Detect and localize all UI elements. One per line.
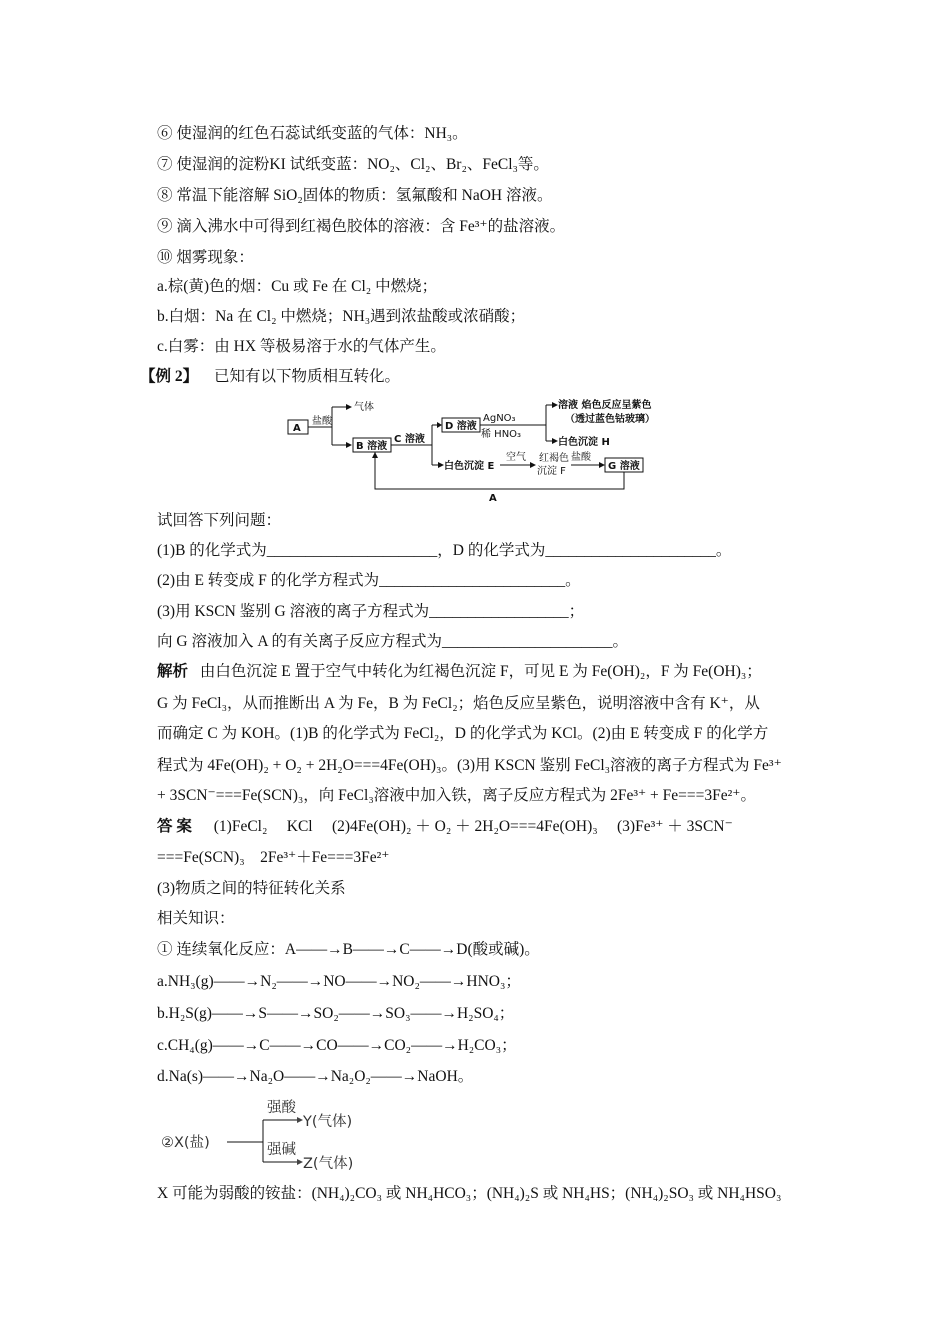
analysis-line-1 — [157, 662, 762, 682]
box-d-label: D 溶液 — [445, 421, 477, 432]
oxidation-b: b.H₂S(g)——→S——→SO₂——→SO₃——→H₂SO₄； — [157, 1005, 515, 1022]
air-label: 空气 — [506, 452, 526, 463]
salt-diagram — [157, 1092, 387, 1180]
gas-label: 气体 — [354, 402, 374, 413]
example-text: 已知有以下物质相互转化。 — [214, 368, 401, 385]
strong-base-label: 强碱 — [267, 1142, 296, 1158]
analysis-line-3: 而确定 C 为 KOH。(1)B 的化学式为 FeCl₂，D 的化学式为 KCl。(2)由 E 转变成 F 的化学方 — [157, 725, 769, 742]
box-g-label: G 溶液 — [608, 461, 640, 472]
question-4: 向 G 溶液加入 A 的有关离子反应方程式为______________________。 — [157, 633, 629, 650]
sol-top-label2: （透过蓝色钴玻璃） — [565, 414, 655, 425]
answer-line-1 — [157, 817, 733, 837]
z-gas-label: Z(气体) — [303, 1156, 354, 1172]
h-label: 白色沉淀 H — [558, 437, 610, 448]
box-a-label: A — [293, 423, 301, 434]
line-7: ⑦ 使湿润的淀粉KI 试纸变蓝：NO₂、Cl₂、Br₂、FeCl₃等。 — [157, 156, 549, 173]
question-intro: 试回答下列问题： — [157, 512, 282, 529]
x-salt-label: ②X(盐) — [161, 1135, 210, 1151]
strong-acid-label: 强酸 — [267, 1100, 296, 1116]
section-3-title: (3)物质之间的特征转化关系 — [157, 880, 346, 897]
example-header — [140, 367, 400, 387]
box-b-label: B 溶液 — [356, 441, 388, 452]
answer-text-1: (1)FeCl₂ KCl (2)4Fe(OH)₂ ＋ O₂ ＋ 2H₂O===4Fe(OH)₃ (3)Fe³⁺ ＋ 3SCN⁻ — [213, 818, 733, 835]
conversion-diagram — [280, 393, 670, 505]
analysis-line-4: 程式为 4Fe(OH)₂ + O₂ + 2H₂O===4Fe(OH)₃。(3)用 KSCN 鉴别 FeCl₃溶液的离子方程式为 Fe³⁺ — [157, 757, 782, 774]
agno3-label: AgNO₃ — [483, 413, 516, 424]
related-knowledge: 相关知识： — [157, 910, 235, 927]
oxidation-c: c.CH₄(g)——→C——→CO——→CO₂——→H₂CO₃； — [157, 1037, 517, 1054]
sol-top-label: 溶液 焰色反应呈紫色 — [558, 400, 652, 411]
last-line: X 可能为弱酸的铵盐：(NH₄)₂CO₃ 或 NH₄HCO₃；(NH₄)₂S 或 NH₄HS；(NH₄)₂SO₃ 或 NH₄HSO₃ — [157, 1185, 782, 1202]
hcl2-label: 盐酸 — [571, 452, 591, 463]
question-3: (3)用 KSCN 鉴别 G 溶液的离子方程式为__________________； — [157, 603, 585, 620]
line-a: a.棕(黄)色的烟：Cu 或 Fe 在 Cl₂ 中燃烧； — [157, 278, 438, 295]
a-bottom-label: A — [489, 493, 497, 504]
question-2: (2)由 E 转变成 F 的化学方程式为________________________。 — [157, 572, 581, 589]
line-8: ⑧ 常温下能溶解 SiO₂固体的物质：氢氟酸和 NaOH 溶液。 — [157, 187, 553, 204]
answer-line-2: ===Fe(SCN)₃ 2Fe³⁺＋Fe===3Fe²⁺ — [157, 849, 390, 866]
line-c: c.白雾：由 HX 等极易溶于水的气体产生。 — [157, 338, 446, 355]
question-1: (1)B 的化学式为______________________，D 的化学式为______________________。 — [157, 542, 732, 559]
analysis-line-2: G 为 FeCl₃，从而推断出 A 为 Fe，B 为 FeCl₂；焰色反应呈紫色，说明溶液中含有 K⁺，从 — [157, 695, 760, 712]
c-label: C 溶液 — [394, 434, 425, 445]
answer-label: 答 案 — [157, 818, 192, 835]
f-label-2: 沉淀 F — [537, 466, 566, 477]
oxidation-d: d.Na(s)——→Na₂O——→Na₂O₂——→NaOH。 — [157, 1068, 474, 1085]
line-6: ⑥ 使湿润的红色石蕊试纸变蓝的气体：NH₃。 — [157, 125, 468, 142]
y-gas-label: Y(气体) — [303, 1114, 353, 1130]
line-b: b.白烟：Na 在 Cl₂ 中燃烧；NH₃遇到浓盐酸或浓硝酸； — [157, 308, 526, 325]
analysis-label: 解析 — [157, 663, 189, 680]
line-9: ⑨ 滴入沸水中可得到红褐色胶体的溶液：含 Fe³⁺的盐溶液。 — [157, 218, 566, 235]
analysis-text-1: 由白色沉淀 E 置于空气中转化为红褐色沉淀 F，可见 E 为 Fe(OH)₂，F 为 Fe(OH)₃； — [199, 663, 762, 680]
e-label: 白色沉淀 E — [444, 461, 495, 472]
hcl-label: 盐酸 — [312, 416, 332, 427]
hno3-label: 稀 HNO₃ — [481, 429, 522, 440]
example-label: 【例 2】 — [140, 368, 199, 385]
oxidation-intro: ① 连续氧化反应：A——→B——→C——→D(酸或碱)。 — [157, 941, 540, 958]
f-label-1: 红褐色 — [539, 453, 569, 464]
analysis-line-5: + 3SCN⁻===Fe(SCN)₃，向 FeCl₃溶液中加入铁，离子反应方程式为 2Fe³⁺ + Fe===3Fe²⁺。 — [157, 787, 756, 804]
oxidation-a: a.NH₃(g)——→N₂——→NO——→NO₂——→HNO₃； — [157, 973, 521, 990]
line-10: ⑩ 烟雾现象： — [157, 249, 254, 266]
